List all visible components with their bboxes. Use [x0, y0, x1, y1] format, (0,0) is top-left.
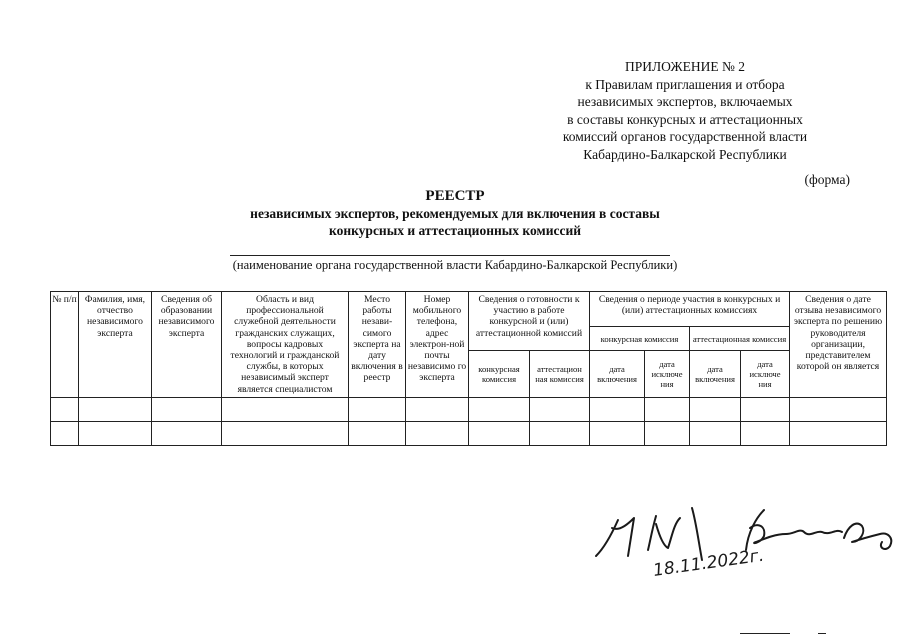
org-name-caption: (наименование органа государственной власти Кабардино-Балкарской Республики) [232, 258, 678, 272]
header-fio: Фамилия, имя, отчество независимого эксперта [79, 292, 152, 398]
table-cell [222, 397, 349, 421]
table-cell [790, 421, 887, 445]
table-cell [152, 421, 222, 445]
appendix-line: независимых экспертов, включаемых [577, 94, 793, 110]
signature-date: 18.11.2022г. [651, 545, 766, 581]
table-cell [222, 421, 349, 445]
appendix-block [520, 58, 850, 164]
table-cell [406, 421, 469, 445]
header-att-exclusion: дата исключе ния [741, 351, 790, 397]
table-cell [790, 397, 887, 421]
header-education: Сведения об образовании независимого эксперта [152, 292, 222, 398]
table-cell [51, 397, 79, 421]
header-att-inclusion: дата включения [690, 351, 741, 397]
org-name-blank-line [230, 255, 670, 256]
table-row [51, 397, 887, 421]
table-cell [349, 397, 406, 421]
table-cell [79, 397, 152, 421]
header-comp-inclusion: дата включения [590, 351, 645, 397]
header-period-competitive: конкурсная комиссия [590, 327, 690, 351]
table-cell [741, 397, 790, 421]
table-cell [349, 421, 406, 445]
table-cell [152, 397, 222, 421]
table-cell [51, 421, 79, 445]
appendix-heading: ПРИЛОЖЕНИЕ № 2 [624, 59, 746, 74]
header-readiness-competitive: конкурсная комиссия [469, 351, 530, 397]
title-line: независимых экспертов, рекомендуемых для включения в составы [250, 206, 660, 221]
page-mark [740, 633, 790, 634]
table-cell [79, 421, 152, 445]
table-cell [406, 397, 469, 421]
table-cell [590, 421, 645, 445]
table-cell [469, 397, 530, 421]
table-cell [530, 421, 590, 445]
title-line: конкурсных и аттестационных комиссий [328, 223, 582, 238]
header-period: Сведения о периоде участия в конкурсных и (или) аттестационных комиссиях [590, 292, 790, 327]
form-label: (форма) [804, 172, 850, 187]
appendix-line: в составы конкурсных и аттестационных [567, 111, 803, 127]
page-mark [818, 633, 826, 634]
table-cell [645, 421, 690, 445]
document-title [150, 188, 760, 239]
header-row [51, 292, 887, 327]
header-readiness-attestation: аттестацион ная комиссия [530, 351, 590, 397]
registry-table [50, 291, 887, 446]
handwritten-signature [590, 498, 900, 594]
table-cell [469, 421, 530, 445]
table-cell [690, 397, 741, 421]
header-period-attestation: аттестационная комиссия [690, 327, 790, 351]
title-main: РЕЕСТР [425, 188, 485, 204]
header-num: № п/п [51, 292, 79, 398]
table-row [51, 421, 887, 445]
table-cell [590, 397, 645, 421]
appendix-line: к Правилам приглашения и отбора [585, 76, 785, 92]
header-area: Область и вид профессиональной служебной деятельности гражданских служащих, вопросы кадровых технологий и гражданской службы, в которых независимый эксперт является специалистом [222, 292, 349, 398]
table-cell [645, 397, 690, 421]
appendix-line: Кабардино-Балкарской Республики [583, 146, 787, 162]
table-cell [530, 397, 590, 421]
header-contacts: Номер мобильного телефона, адрес электрон-ной почты независимо го эксперта [406, 292, 469, 398]
appendix-line: комиссий органов государственной власти [562, 129, 808, 145]
table-cell [741, 421, 790, 445]
header-readiness: Сведения о готовности к участию в работе конкурсной и (или) аттестационной комиссий [469, 292, 590, 351]
header-feedback: Сведения о дате отзыва независимого эксперта по решению руководителя организации, представителем которой он является [790, 292, 887, 398]
table-cell [690, 421, 741, 445]
header-workplace: Место работы незави-симого эксперта на дату включения в реестр [349, 292, 406, 398]
header-comp-exclusion: дата исключе ния [645, 351, 690, 397]
